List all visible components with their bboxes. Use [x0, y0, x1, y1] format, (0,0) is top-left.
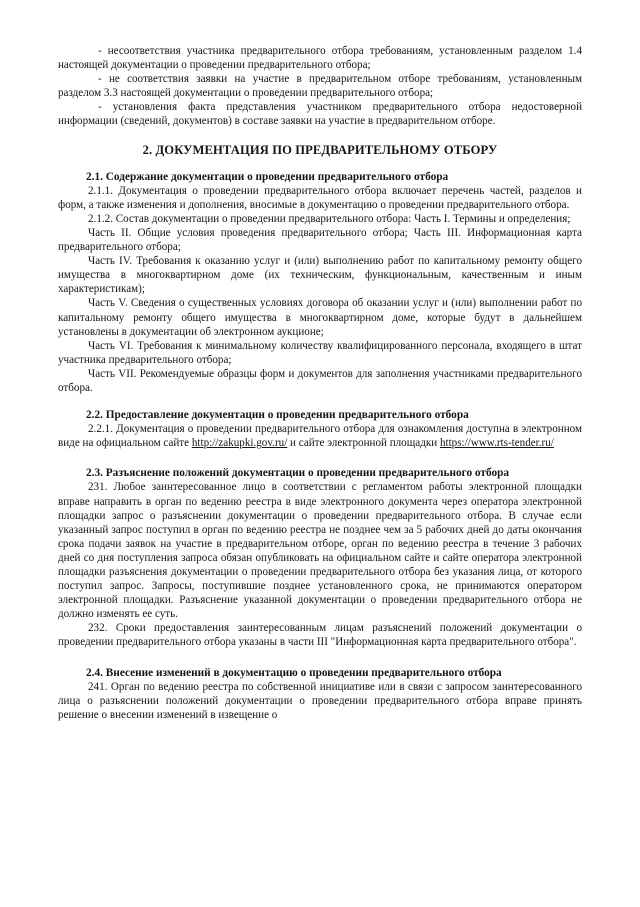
- intro-paragraph-2: - не соответствия заявки на участие в предварительном отборе требованиям, установленным разделом 3.3 настоящей документации о проведении предварительного отбора;: [58, 73, 582, 100]
- subsection-heading-2-2: 2.2. Предоставление документации о проведении предварительного отбора: [86, 409, 469, 422]
- part-5: Часть V. Сведения о существенных условиях договора об оказании услуг и (или) выполнении работ по капитальному ремонту общего имущества в многоквартирном доме, которые будут в дальнейшем установлены в документации об электронном аукционе;: [58, 297, 582, 338]
- rts-tender-link[interactable]: https://www.rts-tender.ru/: [439, 437, 554, 450]
- subsection-heading-2-3: 2.3. Разъяснение положений документации о проведении предварительного отбора: [86, 467, 510, 480]
- paragraph-2-4-1: 241. Орган по ведению реестра по собственной инициативе или в связи с запросом заинтересованного лица о разъяснении положений документации о проведении предварительного отбора вправе принять решение о внесении изменений в извещение о: [58, 680, 582, 721]
- section-title: 2. ДОКУМЕНТАЦИЯ ПО ПРЕДВАРИТЕЛЬНОМУ ОТБОРУ: [142, 142, 498, 157]
- paragraph-2-2-1-text-a: 2.2.1. Документация о проведении предварительного отбора для ознакомления доступна в электронном виде на официальном сайте: [58, 423, 582, 450]
- subsection-heading-2-4: 2.4. Внесение изменений в документацию о проведении предварительного отбора: [86, 666, 502, 679]
- zakupki-link[interactable]: http://zakupki.gov.ru/: [191, 437, 288, 450]
- paragraph-2-2-1-text-b: и сайте электронной площадки: [287, 437, 440, 450]
- intro-paragraph-1: - несоответствия участника предварительного отбора требованиям, установленным разделом 1.4 настоящей документации о проведении предварительного отбора;: [58, 45, 582, 72]
- document-page: [58, 44, 582, 722]
- part-7: Часть VII. Рекомендуемые образцы форм и документов для заполнения участниками предварительного отбора.: [58, 367, 582, 394]
- part-2-3: Часть II. Общие условия проведения предварительного отбора; Часть III. Информационная карта предварительного отбора;: [58, 226, 582, 254]
- paragraph-2-3-1: 231. Любое заинтересованное лицо в соответствии с регламентом работы электронной площадки вправе направить в орган по ведению реестра в виде электронного документа через оператора электронной площадки запрос о разъяснении документации о проведении предварительного отбора. В случае если указанный запрос поступил в орган по ведению реестра не позднее чем за 5 рабочих дней до даты окончания срока подачи заявок на участие в предварительном отборе, орган по ведению реестра в течение 3 рабочих дней со дня поступления запроса обязан опубликовать на официальном сайте и сайте оператора электронной площадки разъяснения документации о проведении предварительного отбора без указания лица, от которого поступил запрос. Запросы, поступившие позднее установленного срока, не принимаются оператором электронной площадки. Разъяснение указанной документации о проведении предварительного отбора не должно изменять ее суть.: [58, 481, 582, 621]
- paragraph-2-3-2: 232. Сроки предоставления заинтересованным лицам разъяснений положений документации о проведении предварительного отбора указаны в части III "Информационная карта предварительного отбора".: [58, 622, 582, 649]
- paragraph-2-1-1: 2.1.1. Документация о проведении предварительного отбора включает перечень частей, разделов и форм, а также изменения и дополнения, вносимые в документацию о проведении предварительного отбора.: [58, 184, 582, 211]
- part-4: Часть IV. Требования к оказанию услуг и (или) выполнению работ по капитальному ремонту общего имущества в многоквартирном доме (их техническим, функциональным, качественным и иным характеристикам);: [58, 255, 582, 296]
- part-6: Часть VI. Требования к минимальному количеству квалифицированного персонала, входящего в штат участника предварительного отбора;: [58, 339, 582, 366]
- subsection-heading-2-1: 2.1. Содержание документации о проведении предварительного отбора: [86, 170, 449, 183]
- paragraph-2-1-2: 2.1.2. Состав документации о проведении предварительного отбора: Часть I. Термины и определения;: [88, 212, 571, 225]
- paragraph-2-2-1: [58, 422, 582, 450]
- intro-paragraph-3: - установления факта представления участником предварительного отбора недостоверной информации (сведений, документов) в составе заявки на участие в предварительном отборе.: [58, 101, 582, 128]
